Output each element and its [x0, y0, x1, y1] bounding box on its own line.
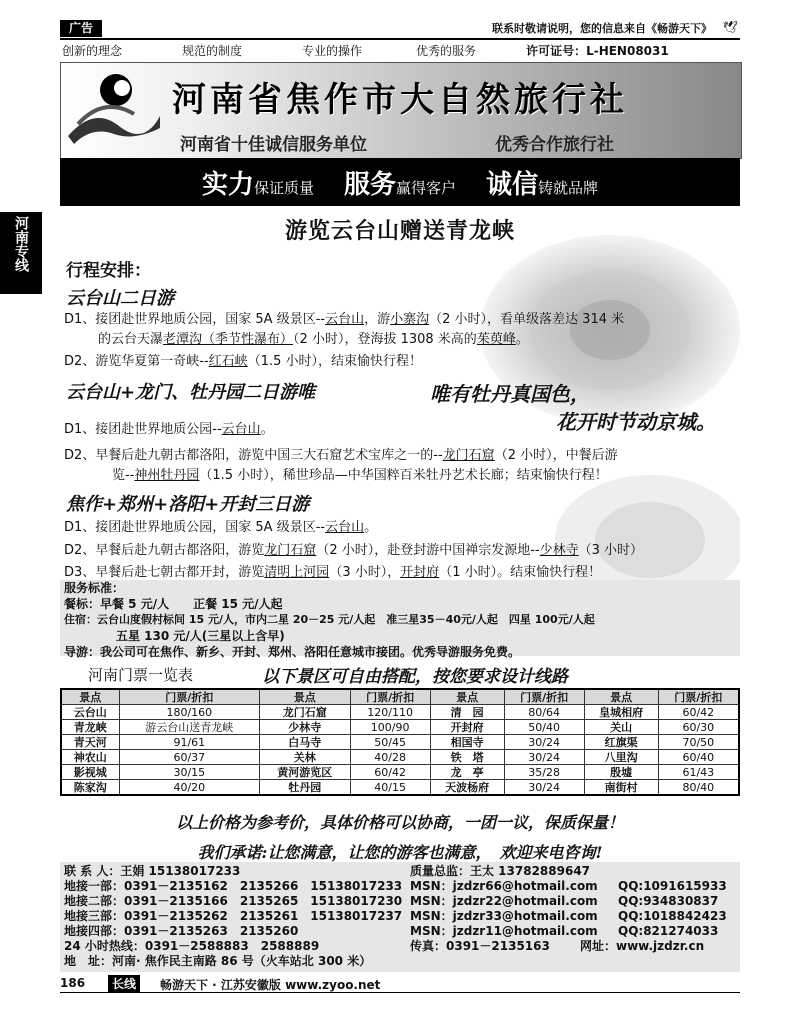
text: （2 小时），登海拔 1308 米高的 — [293, 332, 477, 347]
section-badge: 长线 — [108, 975, 140, 992]
spot-link: （季节性瀑布） — [202, 332, 294, 347]
scenic-spot-cell: 皇城相府 — [584, 705, 658, 720]
text: （2 小时），赴登封游中国禅宗发源地-- — [316, 543, 540, 558]
col-header: 门票/折扣 — [504, 689, 584, 705]
spot-link: 神州牡丹园 — [134, 468, 200, 483]
ticket-price-cell: 30/24 — [504, 780, 584, 796]
text: ，游 — [364, 312, 391, 327]
poem-line-1: 唯有牡丹真国色， — [430, 382, 590, 406]
ticket-price-cell: 60/42 — [350, 765, 430, 780]
spot-link: 红石峡 — [208, 354, 248, 369]
scenic-spot-cell: 陈家沟 — [61, 780, 119, 796]
ticket-price-cell: 91/61 — [119, 735, 259, 750]
text: D2、早餐后赴九朝古都洛阳，游览中国三大石窟艺术宝库之一的-- — [64, 448, 443, 463]
scenic-spot-cell: 牡丹园 — [260, 780, 351, 796]
ticket-price-cell: 100/90 — [350, 720, 430, 735]
spot-link: 小寨沟 — [390, 312, 430, 327]
side-tab-label: 河南专线 — [13, 216, 29, 272]
text: 览-- — [112, 468, 135, 483]
footer — [60, 976, 85, 990]
price-note: 以上价格为参考价，具体价格可以协商，一团一议，保质保量！ — [175, 813, 624, 832]
table-row — [61, 780, 739, 796]
contact-person: 联 系 人：王娟 15138017233 — [64, 864, 241, 878]
contact-block — [60, 862, 740, 972]
scenic-spot-cell: 清 园 — [430, 705, 504, 720]
scenic-spot-cell: 南街村 — [584, 780, 658, 796]
qq: QQ:821274033 — [618, 924, 719, 938]
page-title: 游览云台山赠送青龙峡 — [284, 219, 515, 244]
text: D1、接团赴世界地质公园-- — [64, 422, 222, 437]
table-row — [61, 720, 739, 735]
col-header: 门票/折扣 — [350, 689, 430, 705]
ticket-table-title: 河南门票一览表 — [88, 666, 194, 684]
spot-link: 开封府 — [400, 565, 440, 580]
scenic-spot-cell: 八里沟 — [584, 750, 658, 765]
spot-link: 云台山 — [221, 422, 261, 437]
spot-link: 云台山 — [325, 312, 365, 327]
text: 。 — [260, 422, 274, 437]
ticket-price-cell: 游云台山送青龙峡 — [119, 720, 259, 735]
source-notice: 联系时敬请说明，您的信息来自《畅游天下》 — [492, 22, 712, 35]
col-header: 景点 — [584, 689, 658, 705]
msn: MSN：jzdzr66@hotmail.com — [410, 879, 598, 893]
scenic-spot-cell: 黄河游览区 — [260, 765, 351, 780]
spot-link: 少林寺 — [539, 543, 579, 558]
ticket-price-cell: 40/28 — [350, 750, 430, 765]
route-2-day2 — [64, 446, 744, 486]
table-row — [61, 765, 739, 780]
service-block — [60, 580, 740, 659]
scenic-spot-cell: 少林寺 — [260, 720, 351, 735]
hotline: 24 小时热线：0391－2588883 2588889 — [64, 939, 320, 953]
text: （3 小时）， — [329, 565, 401, 580]
table-row — [61, 735, 739, 750]
scenic-spot-cell: 白马寺 — [260, 735, 351, 750]
col-header: 景点 — [430, 689, 504, 705]
ticket-price-cell: 61/43 — [658, 765, 739, 780]
table-row — [61, 750, 739, 765]
text: 。 — [515, 332, 529, 347]
slogan-2 — [344, 164, 456, 201]
schedule-label: 行程安排： — [66, 261, 151, 281]
slogan-1-small: 保证质量 — [253, 178, 314, 197]
hotel-standard-2: 五星 130 元/人(三星以上含早) — [116, 629, 285, 643]
ticket-price-cell: 60/42 — [658, 705, 739, 720]
text: D1、接团赴世界地质公园，国家 5A 级景区-- — [64, 520, 326, 535]
ticket-table-subtitle: 以下景区可自由搭配，按您要求设计线路 — [262, 667, 568, 687]
scenic-spot-cell: 天波杨府 — [430, 780, 504, 796]
spot-link: 龙门石窟 — [264, 543, 317, 558]
text: （1.5 小时），稀世珍品—中华国粹百米牡丹艺术长廊；结束愉快行程！ — [199, 468, 608, 483]
route-2-day1 — [64, 420, 274, 440]
spot-link: 清明上河园 — [264, 565, 330, 580]
footer-publication: 畅游天下 · 江苏安徽版 www.zyoo.net — [160, 978, 381, 992]
col-header: 景点 — [260, 689, 351, 705]
motto-3: 专业的操作 — [302, 44, 363, 58]
route-3-day1 — [64, 518, 377, 538]
motto-1: 创新的理念 — [62, 44, 123, 58]
meal-standard: 餐标：早餐 5 元/人 正餐 15 元/人起 — [64, 597, 283, 611]
text: D2、早餐后赴九朝古都洛阳，游览 — [64, 543, 265, 558]
agency-logo-icon — [64, 66, 164, 152]
motto-4: 优秀的服务 — [416, 44, 477, 58]
scenic-spot-cell: 云台山 — [61, 705, 119, 720]
page-number: 186 — [60, 976, 86, 990]
dept-phone: 地接三部：0391－2135262 2135261 15138017237 — [64, 909, 403, 923]
table-row — [61, 705, 739, 720]
route-1-day1 — [64, 310, 744, 350]
route-1-title: 云台山二日游 — [66, 288, 174, 309]
ticket-price-cell: 30/15 — [119, 765, 259, 780]
dept-phone: 地接四部：0391－2135263 2135260 — [64, 924, 299, 938]
scenic-spot-cell: 神农山 — [61, 750, 119, 765]
slogan-1 — [202, 164, 314, 201]
scenic-spot-cell: 关林 — [260, 750, 351, 765]
dept-phone: 地接一部：0391－2135162 2135266 15138017233 — [64, 879, 403, 893]
scenic-spot-cell: 开封府 — [430, 720, 504, 735]
slogan-3 — [486, 164, 598, 201]
scenic-spot-cell: 相国寺 — [430, 735, 504, 750]
scenic-spot-cell: 铁 塔 — [430, 750, 504, 765]
ticket-price-cell: 40/20 — [119, 780, 259, 796]
slogan-2-small: 赢得客户 — [396, 178, 457, 197]
scenic-spot-cell: 红旗渠 — [584, 735, 658, 750]
qq: QQ:1018842423 — [618, 909, 727, 923]
ticket-table — [60, 688, 740, 796]
ticket-price-cell: 50/45 — [350, 735, 430, 750]
route-1-day2 — [64, 352, 422, 372]
msn: MSN：jzdzr22@hotmail.com — [410, 894, 598, 908]
text: （2 小时），中餐后游 — [494, 448, 618, 463]
promise-note: 我们承诺:让您满意，让您的游客也满意， 欢迎来电咨询! — [197, 843, 603, 862]
ticket-price-cell: 40/15 — [350, 780, 430, 796]
spot-link: 茱萸峰 — [476, 332, 516, 347]
ticket-price-cell: 30/24 — [504, 735, 584, 750]
address: 地 址：河南· 焦作民主南路 86 号（火车站北 300 米） — [64, 954, 372, 968]
slogan-3-big: 诚信 — [486, 169, 539, 200]
scenic-spot-cell: 龙 亭 — [430, 765, 504, 780]
slogan-3-small: 铸就品牌 — [538, 178, 599, 197]
bird-icon: 🕊 — [722, 20, 738, 34]
service-label: 服务标准： — [64, 581, 125, 595]
ticket-price-cell: 70/50 — [658, 735, 739, 750]
ticket-price-cell: 60/40 — [658, 750, 739, 765]
ticket-price-cell: 120/110 — [350, 705, 430, 720]
col-header: 景点 — [61, 689, 119, 705]
table-header-row — [61, 689, 739, 705]
ticket-price-cell: 35/28 — [504, 765, 584, 780]
ticket-price-cell: 50/40 — [504, 720, 584, 735]
honor-2: 优秀合作旅行社 — [495, 135, 614, 155]
text: 的云台天瀑 — [98, 332, 164, 347]
dept-phone: 地接二部：0391－2135166 2135265 15138017230 — [64, 894, 403, 908]
spot-link: 老潭沟 — [163, 332, 203, 347]
slogan-1-big: 实力 — [201, 169, 254, 200]
scenic-spot-cell: 殷墟 — [584, 765, 658, 780]
ticket-price-cell: 30/24 — [504, 750, 584, 765]
slogan-bar — [60, 158, 740, 206]
spot-link: 云台山 — [325, 520, 365, 535]
honor-1: 河南省十佳诚信服务单位 — [180, 135, 367, 155]
text: D3、早餐后赴七朝古都开封，游览 — [64, 565, 265, 580]
qq: QQ:934830837 — [618, 894, 719, 908]
ticket-price-cell: 180/160 — [119, 705, 259, 720]
msn: MSN：jzdzr11@hotmail.com — [410, 924, 598, 938]
text: （3 小时） — [578, 543, 644, 558]
text: （1.5 小时），结束愉快行程！ — [247, 354, 422, 369]
spot-link: 龙门石窟 — [442, 448, 495, 463]
scenic-spot-cell: 青龙峡 — [61, 720, 119, 735]
text: D2、游览华夏第一奇峡-- — [64, 354, 209, 369]
ticket-price-cell: 80/40 — [658, 780, 739, 796]
col-header: 门票/折扣 — [658, 689, 739, 705]
ticket-price-cell: 60/37 — [119, 750, 259, 765]
scenic-spot-cell: 龙门石窟 — [260, 705, 351, 720]
col-header: 门票/折扣 — [119, 689, 259, 705]
route-3-day2 — [64, 541, 643, 561]
motto-row — [60, 42, 740, 62]
scenic-spot-cell: 青天河 — [61, 735, 119, 750]
license-number: 许可证号：L-HEN08031 — [526, 44, 669, 58]
ticket-price-cell: 60/30 — [658, 720, 739, 735]
route-2-title: 云台山+龙门、牡丹园二日游唯 — [66, 382, 316, 403]
scenic-spot-cell: 影视城 — [61, 765, 119, 780]
text: 。 — [364, 520, 378, 535]
hotel-standard: 住宿：云台山度假村标间 15 元/人，市内二星 20－25 元/人起 准三星35－40元/人起 四星 100元/人起 — [64, 613, 595, 626]
slogan-2-big: 服务 — [343, 169, 396, 200]
quality-director: 质量总监：王太 13782889647 — [410, 864, 591, 878]
text: （1 小时）。结束愉快行程！ — [439, 565, 602, 580]
scenic-spot-cell: 关山 — [584, 720, 658, 735]
website: 网址：www.jzdzr.cn — [580, 939, 705, 953]
qq: QQ:1091615933 — [618, 879, 727, 893]
guide-service: 导游：我公司可在焦作、新乡、开封、郑州、洛阳任意城市接团。优秀导游服务免费。 — [64, 645, 521, 659]
ticket-price-cell: 80/64 — [504, 705, 584, 720]
text: D1、接团赴世界地质公园，国家 5A 级景区-- — [64, 312, 326, 327]
msn: MSN：jzdzr33@hotmail.com — [410, 909, 598, 923]
motto-2: 规范的制度 — [182, 44, 243, 58]
ad-tag: 广告 — [60, 20, 102, 37]
agency-name: 河南省焦作市大自然旅行社 — [172, 80, 628, 120]
fax: 传真：0391－2135163 — [410, 939, 550, 953]
text: （2 小时），看单级落差达 314 米 — [429, 312, 625, 327]
route-3-title: 焦作+郑州+洛阳+开封三日游 — [66, 494, 310, 515]
poem-line-2: 花开时节动京城。 — [556, 410, 716, 434]
